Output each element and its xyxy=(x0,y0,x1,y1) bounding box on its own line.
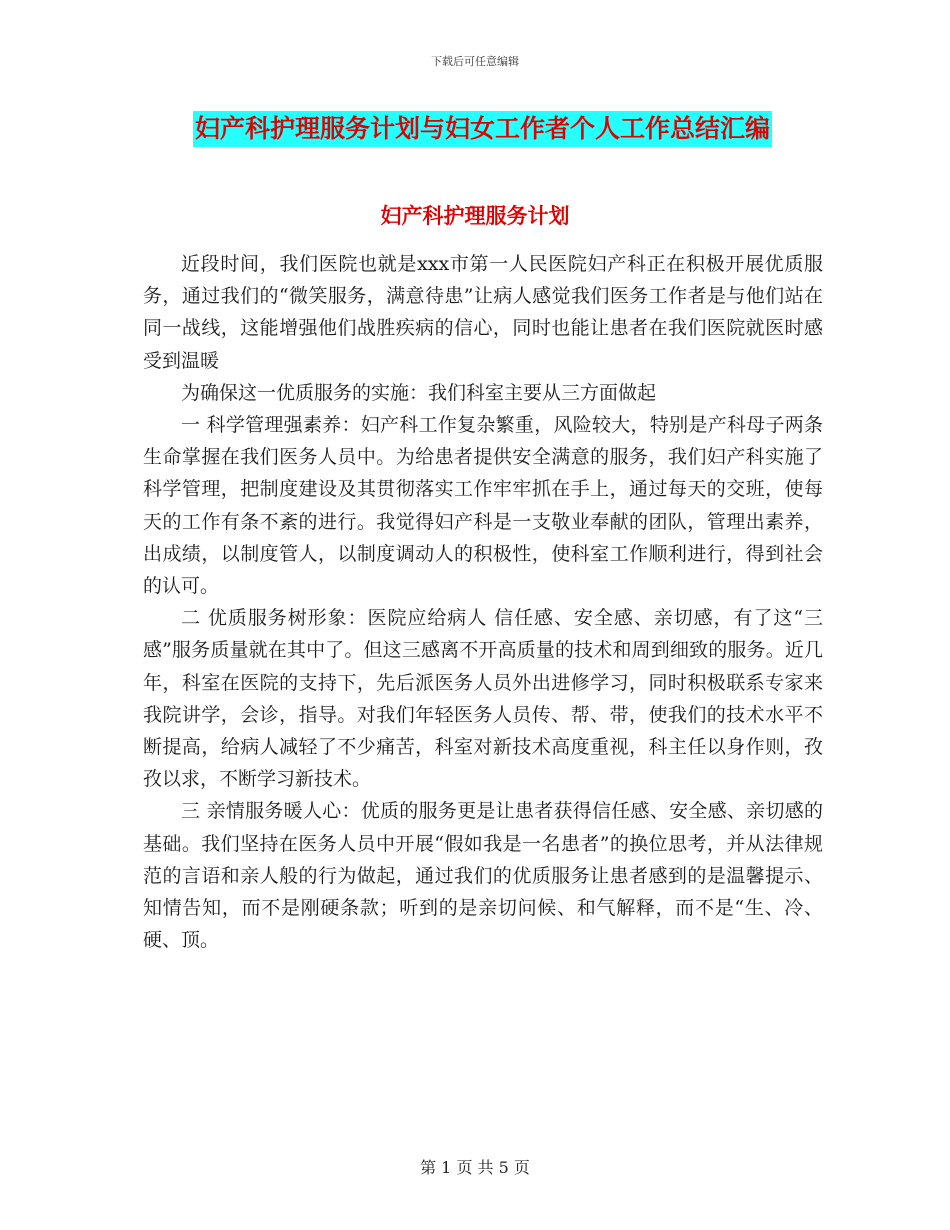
document-body xyxy=(143,248,823,956)
section-title: 妇产科护理服务计划 xyxy=(380,204,570,228)
paragraph-intro: 近段时间，我们医院也就是xxx市第一人民医院妇产科正在积极开展优质服务，通过我们的“微笑服务，满意待患”让病人感觉我们医务工作者是与他们站在同一战线，这能增强他们战胜疾病的信心，同时也能让患者在我们医院就医时感受到温暖 xyxy=(143,253,823,372)
header-note: 下载后可任意编辑 xyxy=(431,55,519,68)
paragraph-approach: 为确保这一优质服务的实施：我们科室主要从三方面做起 xyxy=(181,381,657,404)
paragraph-point-two: 二 优质服务树形象：医院应给病人 信任感、安全感、亲切感，有了这“三感”服务质量就在其中了。但这三感离不开高质量的技术和周到细致的服务。近几年，科室在医院的支持下，先后派医务人员外出进修学习，同时积极联系专家来我院讲学，会诊，指导。对我们年轻医务人员传、帮、带，使我们的技术水平不断提高，给病人减轻了不少痛苦，科室对新技术高度重视，科主任以身作则，孜孜以求，不断学习新技术。 xyxy=(143,607,823,791)
paragraph-point-three: 三 亲情服务暖人心：优质的服务更是让患者获得信任感、安全感、亲切感的基础。我们坚持在医务人员中开展“假如我是一名患者”的换位思考，并从法律规范的言语和亲人般的行为做起，通过我们的优质服务让患者感到的是温馨提示、知情告知，而不是刚硬条款；听到的是亲切问候、和气解释，而不是“生、冷、硬、顶。 xyxy=(143,800,823,952)
document-title: 妇产科护理服务计划与妇女工作者个人工作总结汇编 xyxy=(193,111,772,147)
page-footer: 第 1 页 共 5 页 xyxy=(420,1158,530,1177)
paragraph-point-one: 一 科学管理强素养：妇产科工作复杂繁重，风险较大，特别是产科母子两条生命掌握在我们医务人员中。为给患者提供安全满意的服务，我们妇产科实施了科学管理，把制度建设及其贯彻落实工作牢牢抓在手上，通过每天的交班，使每天的工作有条不紊的进行。我觉得妇产科是一支敬业奉献的团队，管理出素养，出成绩，以制度管人，以制度调动人的积极性，使科室工作顺利进行，得到社会的认可。 xyxy=(143,414,823,598)
